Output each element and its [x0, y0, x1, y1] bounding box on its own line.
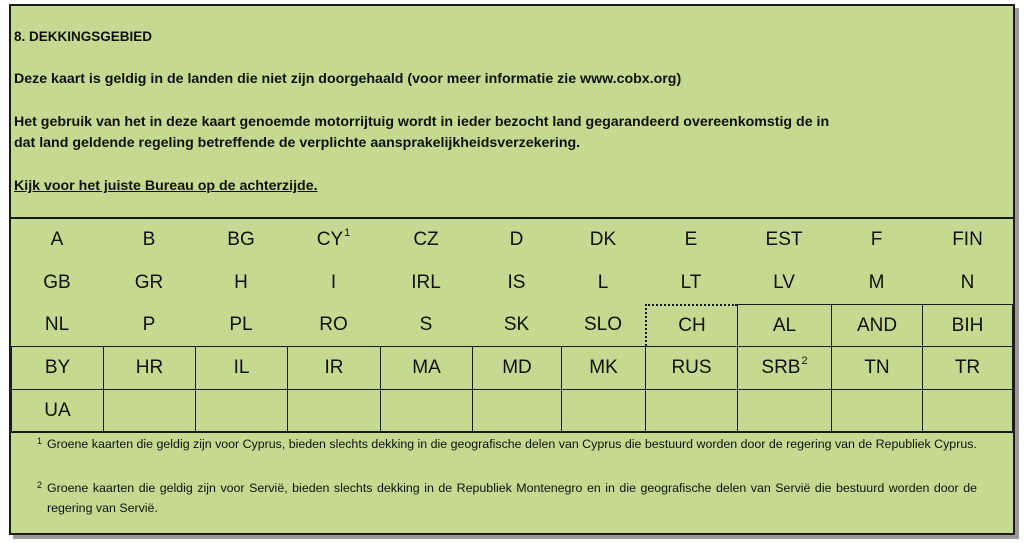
country-cell-nl — [11, 304, 103, 346]
country-cell-est — [737, 218, 831, 261]
country-code: LV — [773, 271, 795, 293]
country-code: S — [419, 314, 433, 335]
country-code: LT — [680, 271, 702, 293]
country-code: IS — [507, 271, 526, 293]
country-code: M — [868, 271, 885, 293]
country-code: SRB — [761, 357, 801, 378]
country-code: MD — [502, 357, 532, 378]
country-cell-empty — [287, 389, 380, 431]
country-cell-slo — [561, 304, 645, 346]
country-cell-bg — [195, 218, 287, 261]
country-grid-bottom-rule — [11, 431, 1013, 433]
country-code: PL — [229, 314, 253, 335]
country-cell-md — [472, 346, 561, 389]
country-cell-and — [831, 304, 922, 346]
country-code: FIN — [952, 228, 983, 250]
country-cell-p — [103, 304, 195, 346]
country-code: I — [330, 271, 337, 293]
country-code: E — [684, 228, 698, 250]
country-code: UA — [44, 399, 71, 421]
country-cell-al — [737, 304, 831, 346]
country-cell-e — [645, 218, 737, 261]
country-cell-gr — [103, 261, 195, 304]
country-cell-lv — [737, 261, 831, 304]
footnote-marker: 2 — [801, 355, 808, 367]
country-cell-sk — [472, 304, 561, 346]
country-code: BY — [44, 357, 71, 378]
country-cell-h — [195, 261, 287, 304]
country-cell-a — [11, 218, 103, 261]
footnote-marker: 1 — [344, 226, 351, 239]
usage-statement-line1: Het gebruik van het in deze kaart genoemde motorrijtuig wordt in ieder bezocht land gegarandeerd overeenkomstig de in — [14, 114, 830, 130]
country-cell-lt — [645, 261, 737, 304]
footnote-serbia — [37, 478, 977, 518]
country-code: NL — [44, 314, 70, 335]
country-code: TN — [864, 357, 890, 378]
footnote-text: Groene kaarten die geldig zijn voor Cyprus, bieden slechts dekking in die geografische delen van Cyprus die bestuurd worden door de regering van de Republiek Cyprus. — [47, 437, 977, 451]
country-code: IL — [233, 357, 250, 378]
country-cell-tn — [831, 346, 922, 389]
country-code: GR — [134, 271, 164, 293]
footnote-cyprus — [37, 434, 977, 454]
country-code: D — [509, 228, 524, 250]
country-cell-i — [287, 261, 380, 304]
country-cell-empty — [472, 389, 561, 431]
country-cell-empty — [831, 389, 922, 431]
country-cell-n — [922, 261, 1013, 304]
country-cell-m — [831, 261, 922, 304]
country-cell-empty — [195, 389, 287, 431]
country-cell-ua — [11, 389, 103, 431]
country-cell-hr — [103, 346, 195, 389]
validity-statement: Deze kaart is geldig in de landen die niet zijn doorgehaald (voor meer informatie zie www.cobx.org) — [14, 71, 682, 87]
country-cell-cz — [380, 218, 472, 261]
country-cell-empty — [645, 389, 737, 431]
country-cell-empty — [737, 389, 831, 431]
country-cell-rus — [645, 346, 737, 389]
country-code: CZ — [413, 228, 439, 250]
country-cell-empty — [561, 389, 645, 431]
country-cell-mk — [561, 346, 645, 389]
country-code: MA — [412, 357, 441, 378]
bureau-note: Kijk voor het juiste Bureau op de achterzijde. — [14, 178, 318, 194]
country-cell-cy — [287, 218, 380, 261]
country-cell-bih — [922, 304, 1013, 346]
country-code: SLO — [583, 314, 623, 335]
country-code: H — [234, 271, 248, 293]
country-cell-il — [195, 346, 287, 389]
country-cell-ma — [380, 346, 472, 389]
green-card-coverage-section — [9, 4, 1015, 535]
country-cell-srb — [737, 346, 831, 389]
country-code: GB — [43, 271, 71, 293]
country-code: N — [960, 271, 975, 293]
country-cell-f — [831, 218, 922, 261]
country-cell-ir — [287, 346, 380, 389]
country-cell-gb — [11, 261, 103, 304]
usage-statement-line2: dat land geldende regeling betreffende de verplichte aansprakelijkheidsverzekering. — [14, 135, 581, 151]
footnote-text: Groene kaarten die geldig zijn voor Servië, bieden slechts dekking in de Republiek Montenegro en in die geografische delen van Servië die bestuurd worden door de regering van Servië. — [47, 481, 977, 515]
country-code: F — [870, 228, 883, 250]
country-cell-empty — [380, 389, 472, 431]
country-code: RUS — [671, 357, 712, 378]
country-code: IR — [324, 357, 344, 378]
country-code: L — [597, 271, 609, 293]
country-code: B — [142, 228, 156, 250]
country-cell-dk — [561, 218, 645, 261]
section-title: 8. DEKKINGSGEBIED — [14, 29, 153, 44]
country-code: TR — [954, 357, 981, 378]
country-cell-d — [472, 218, 561, 261]
country-code: HR — [135, 357, 164, 378]
country-code: CH — [678, 315, 706, 336]
country-code: SK — [503, 314, 530, 335]
country-cell-ch — [645, 304, 737, 346]
country-code: BG — [227, 228, 255, 250]
country-code: P — [142, 314, 156, 335]
country-cell-b — [103, 218, 195, 261]
country-cell-pl — [195, 304, 287, 346]
country-cell-by — [11, 346, 103, 389]
footnote-marker: 2 — [37, 480, 43, 490]
country-code: CY — [316, 228, 344, 250]
country-code: IRL — [411, 271, 441, 293]
country-code: EST — [765, 228, 803, 250]
country-code: DK — [589, 228, 617, 250]
country-cell-ro — [287, 304, 380, 346]
country-code: A — [50, 228, 64, 250]
country-cell-irl — [380, 261, 472, 304]
country-code: MK — [589, 357, 618, 378]
country-cell-tr — [922, 346, 1013, 389]
country-cell-l — [561, 261, 645, 304]
country-cell-s — [380, 304, 472, 346]
country-cell-empty — [922, 389, 1013, 431]
country-cell-is — [472, 261, 561, 304]
country-cell-empty — [103, 389, 195, 431]
country-code: AL — [772, 314, 797, 336]
footnote-marker: 1 — [37, 436, 43, 446]
country-cell-fin — [922, 218, 1013, 261]
country-code: BIH — [951, 314, 984, 336]
country-code: RO — [319, 314, 348, 335]
country-code: AND — [856, 314, 898, 336]
